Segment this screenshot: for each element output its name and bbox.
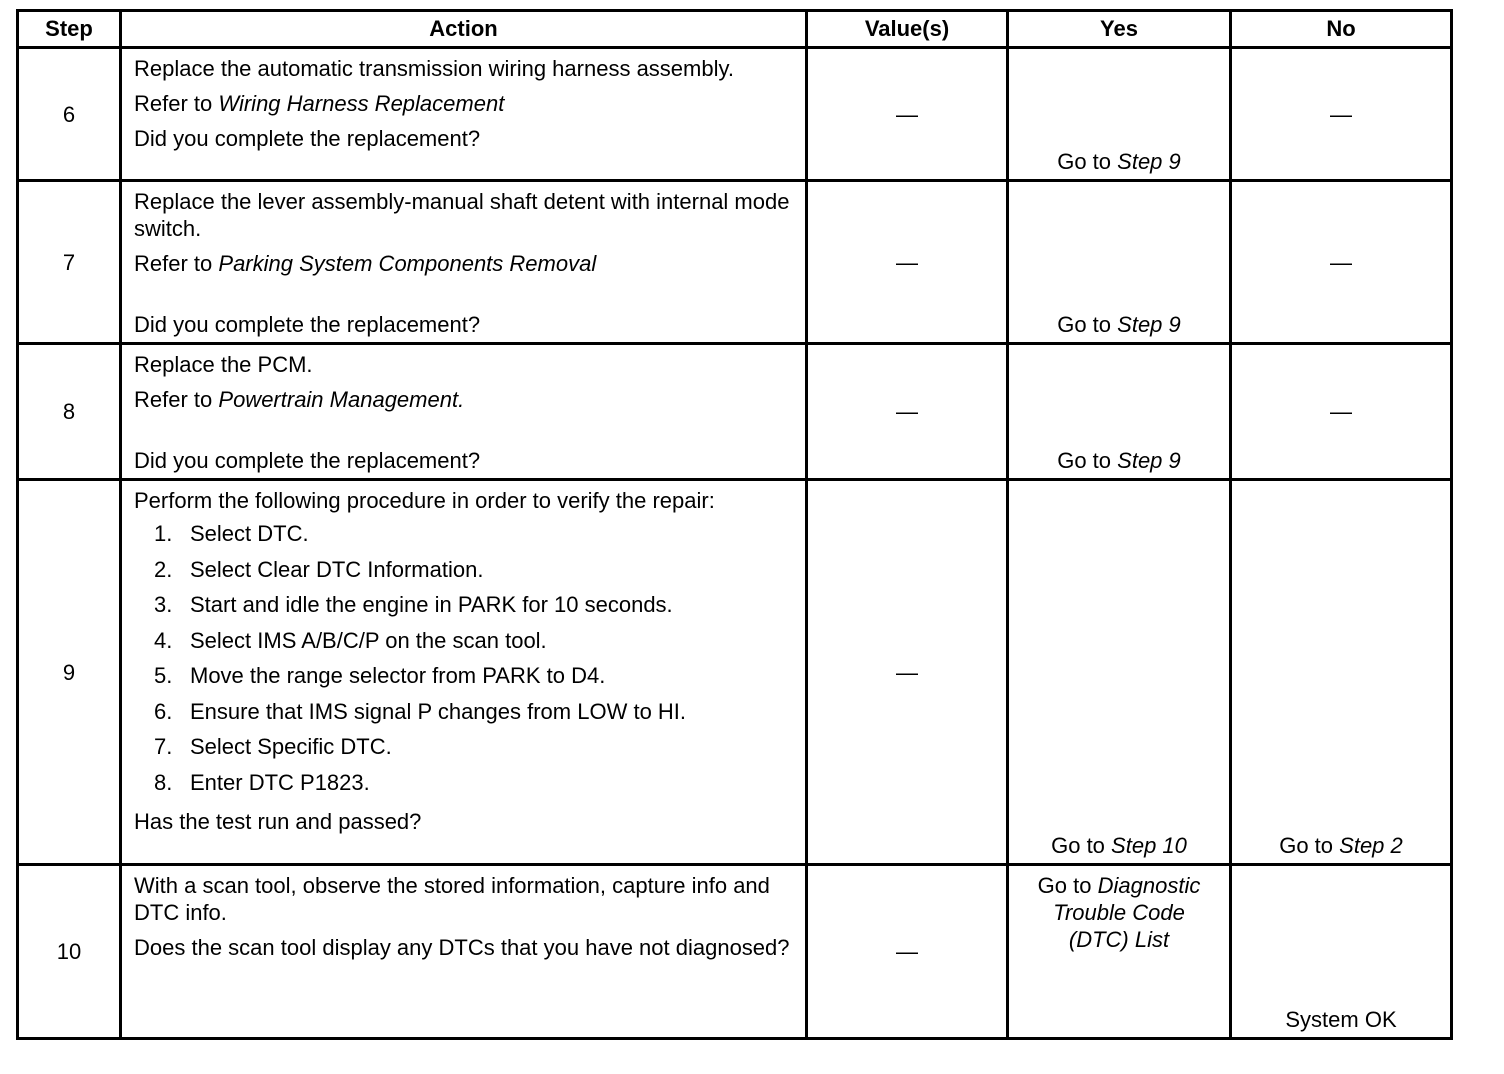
step-number: 10: [18, 865, 121, 1039]
list-item: 1. Select DTC.: [154, 521, 309, 546]
reference-link[interactable]: Powertrain Management.: [218, 387, 465, 412]
yes-cell: Go to Step 9: [1008, 344, 1231, 480]
action-cell: [121, 344, 807, 480]
header-action: Action: [121, 11, 807, 48]
no-cell: Go to Step 2: [1231, 480, 1452, 865]
values-cell: —: [807, 865, 1008, 1039]
yes-cell: Go to Diagnostic Trouble Code (DTC) List: [1008, 865, 1231, 1039]
action-cell: [121, 181, 807, 344]
list-item: 7. Select Specific DTC.: [154, 734, 392, 759]
list-item: 6. Ensure that IMS signal P changes from LOW to HI.: [154, 698, 687, 724]
no-link[interactable]: Step 2: [1339, 833, 1403, 858]
action-text: Replace the automatic transmission wiring harness assembly.: [134, 56, 734, 81]
table-row-step-8: [18, 344, 1452, 480]
question-text: Has the test run and passed?: [134, 809, 422, 834]
list-item: 3. Start and idle the engine in PARK for 10 seconds.: [154, 592, 673, 617]
yes-link[interactable]: Step 9: [1117, 149, 1181, 174]
list-item: 8. Enter DTC P1823.: [154, 769, 370, 795]
spacer: [134, 285, 795, 311]
action-cell: [121, 480, 807, 865]
action-text: Replace the PCM.: [134, 352, 313, 377]
header-no: No: [1231, 11, 1452, 48]
yes-link[interactable]: Step 10: [1111, 833, 1187, 858]
action-text: With a scan tool, observe the stored information, capture info and DTC info.: [134, 873, 770, 925]
action-text: Replace the lever assembly-manual shaft detent with internal mode switch.: [134, 189, 790, 241]
reference-text: Refer to Parking System Components Removal: [134, 251, 597, 276]
yes-link[interactable]: Diagnostic Trouble Code (DTC) List: [1053, 873, 1201, 952]
no-cell: —: [1231, 344, 1452, 480]
reference-link[interactable]: Wiring Harness Replacement: [218, 91, 505, 116]
step-number: 8: [18, 344, 121, 480]
list-item: 5. Move the range selector from PARK to D4.: [154, 663, 606, 688]
reference-text: Refer to Powertrain Management.: [134, 387, 465, 412]
table-row-step-9: [18, 480, 1452, 865]
diagnostic-table: [16, 9, 1453, 1040]
step-number: 7: [18, 181, 121, 344]
reference-text: Refer to Wiring Harness Replacement: [134, 91, 505, 116]
yes-cell: Go to Step 9: [1008, 181, 1231, 344]
action-cell: [121, 48, 807, 181]
yes-cell: Go to Step 9: [1008, 48, 1231, 181]
question-text: Does the scan tool display any DTCs that you have not diagnosed?: [134, 935, 790, 960]
no-cell: —: [1231, 48, 1452, 181]
question-text: Did you complete the replacement?: [134, 448, 481, 473]
no-cell: —: [1231, 181, 1452, 344]
question-text: Did you complete the replacement?: [134, 126, 481, 151]
header-yes: Yes: [1008, 11, 1231, 48]
question-text: Did you complete the replacement?: [134, 312, 481, 337]
step-number: 6: [18, 48, 121, 181]
list-item: 2. Select Clear DTC Information.: [154, 556, 484, 582]
header-step: Step: [18, 11, 121, 48]
table-row-step-6: [18, 48, 1452, 181]
no-cell: System OK: [1231, 865, 1452, 1039]
reference-link[interactable]: Parking System Components Removal: [218, 251, 597, 276]
values-cell: —: [807, 48, 1008, 181]
values-cell: —: [807, 480, 1008, 865]
list-item: 4. Select IMS A/B/C/P on the scan tool.: [154, 627, 547, 653]
action-cell: [121, 865, 807, 1039]
yes-link[interactable]: Step 9: [1117, 448, 1181, 473]
step-number: 9: [18, 480, 121, 865]
action-text: Perform the following procedure in order to verify the repair:: [134, 488, 715, 513]
values-cell: —: [807, 344, 1008, 480]
table-row-step-7: [18, 181, 1452, 344]
spacer: [134, 421, 795, 447]
values-cell: —: [807, 181, 1008, 344]
yes-cell: Go to Step 10: [1008, 480, 1231, 865]
table-row-step-10: [18, 865, 1452, 1039]
yes-link[interactable]: Step 9: [1117, 312, 1181, 337]
header-values: Value(s): [807, 11, 1008, 48]
procedure-list: [134, 516, 795, 800]
header-row: [18, 11, 1452, 48]
